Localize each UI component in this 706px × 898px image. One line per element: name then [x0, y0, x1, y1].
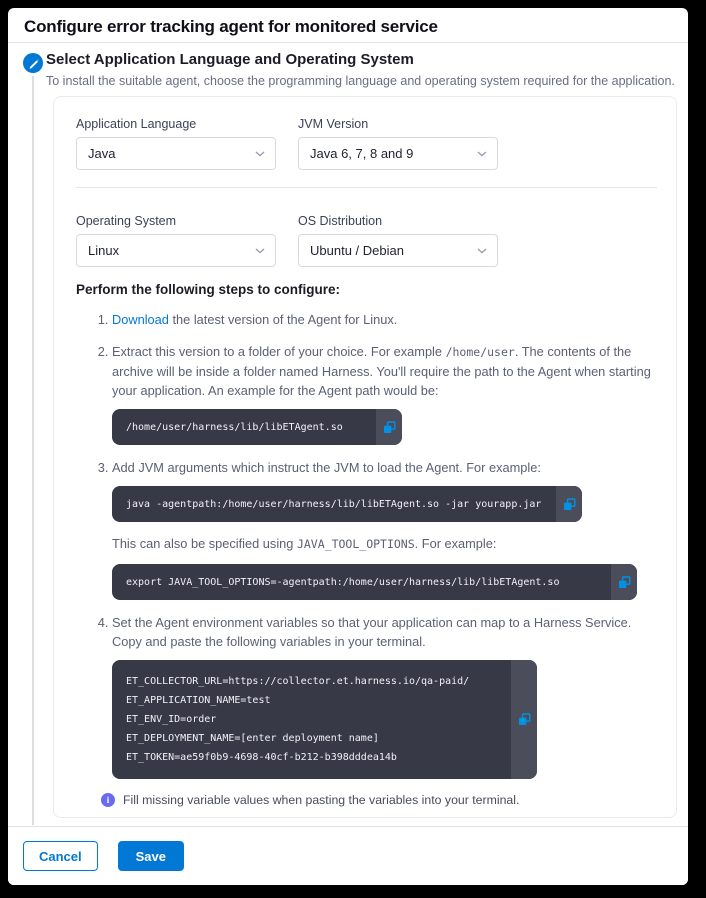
application-language-field [76, 117, 276, 170]
os-field-row [76, 214, 657, 267]
jvm-version-value: Java 6, 7, 8 and 9 [310, 146, 414, 161]
step-3-jvm-args [112, 458, 657, 600]
operating-system-field [76, 214, 276, 267]
copy-icon [563, 498, 576, 511]
java-tool-options-code-block [112, 564, 637, 600]
operating-system-select[interactable] [76, 234, 276, 267]
step-4-env-vars [112, 613, 657, 779]
pencil-icon [28, 58, 39, 69]
step-1-text: the latest version of the Agent for Linux. [168, 312, 398, 327]
step-2-text-after: . The contents of the archive will be inside a folder named Harness. You'll require the path to the Agent when starting your application. An example for the Agent path would be: [112, 344, 651, 398]
copy-agent-path-button[interactable] [376, 409, 402, 445]
copy-icon [518, 713, 531, 726]
copy-icon [618, 576, 631, 589]
java-tool-options-note [112, 534, 657, 554]
dialog-body [8, 44, 688, 825]
configure-agent-dialog [8, 8, 688, 885]
note-text-before: This can also be specified using [112, 536, 297, 551]
jvm-args-code-block [112, 486, 582, 522]
copy-icon [383, 421, 396, 434]
os-distribution-field [298, 214, 498, 267]
dialog-header [8, 8, 688, 43]
agent-path-code: /home/user/harness/lib/libETAgent.so [126, 421, 343, 433]
note-text-after: . For example: [414, 536, 497, 551]
step-title: Select Application Language and Operating System [46, 51, 414, 68]
info-note [101, 792, 657, 808]
info-note-text: Fill missing variable values when pasting the variables into your terminal. [123, 793, 520, 807]
step-2-inline-code: /home/user [445, 345, 515, 359]
chevron-down-icon [255, 248, 265, 254]
jvm-args-code: java -agentpath:/home/user/harness/lib/libETAgent.so -jar yourapp.jar [126, 498, 542, 510]
application-language-value: Java [88, 146, 116, 161]
info-icon: i [101, 793, 115, 807]
step-connector-line [32, 76, 34, 825]
step-indicator [23, 53, 43, 73]
dialog-footer [8, 826, 688, 885]
os-distribution-select[interactable] [298, 234, 498, 267]
step-2-text-before: Extract this version to a folder of your choice. For example [112, 344, 446, 359]
os-distribution-value: Ubuntu / Debian [310, 243, 404, 258]
save-button[interactable]: Save [118, 841, 184, 871]
agent-path-code-block [112, 409, 402, 445]
chevron-down-icon [477, 151, 487, 157]
card-divider [76, 187, 657, 188]
java-tool-options-code: export JAVA_TOOL_OPTIONS=-agentpath:/home/user/harness/lib/libETAgent.so [126, 576, 560, 588]
steps-heading: Perform the following steps to configure: [76, 282, 341, 297]
copy-env-vars-button[interactable] [511, 660, 537, 779]
configuration-card [53, 96, 677, 818]
note-inline-code: JAVA_TOOL_OPTIONS [296, 537, 415, 551]
copy-jvm-args-button[interactable] [556, 486, 582, 522]
jvm-version-field [298, 117, 498, 170]
env-vars-code: ET_COLLECTOR_URL=https://collector.et.harness.io/qa-paid/ ET_APPLICATION_NAME=test ET_ENV_ID=order ET_DEPLOYMENT_NAME=[enter deployment name] ET_TOKEN=ae59f0b9-4698-40cf-b212-b398dddea14b [126, 676, 470, 763]
step-description: To install the suitable agent, choose the programming language and operating system required for the application. [46, 74, 675, 88]
jvm-version-label: JVM Version [298, 117, 369, 131]
operating-system-value: Linux [88, 243, 120, 258]
language-field-row [76, 117, 657, 170]
env-vars-code-block [112, 660, 537, 779]
step-4-text: Set the Agent environment variables so that your application can map to a Harness Service. Copy and paste the following variables in your terminal. [112, 615, 632, 649]
jvm-version-select[interactable] [298, 137, 498, 170]
operating-system-label: Operating System [76, 214, 177, 228]
step-2-extract [112, 342, 657, 445]
application-language-select[interactable] [76, 137, 276, 170]
step-1-download [112, 310, 657, 329]
cancel-button[interactable]: Cancel [23, 841, 98, 871]
dialog-title: Configure error tracking agent for monitored service [24, 17, 438, 36]
copy-java-tool-options-button[interactable] [611, 564, 637, 600]
download-link[interactable]: Download [112, 312, 169, 327]
configure-steps-list [76, 310, 657, 779]
application-language-label: Application Language [76, 117, 197, 131]
chevron-down-icon [255, 151, 265, 157]
chevron-down-icon [477, 248, 487, 254]
step-3-text: Add JVM arguments which instruct the JVM to load the Agent. For example: [112, 460, 541, 475]
os-distribution-label: OS Distribution [298, 214, 383, 228]
